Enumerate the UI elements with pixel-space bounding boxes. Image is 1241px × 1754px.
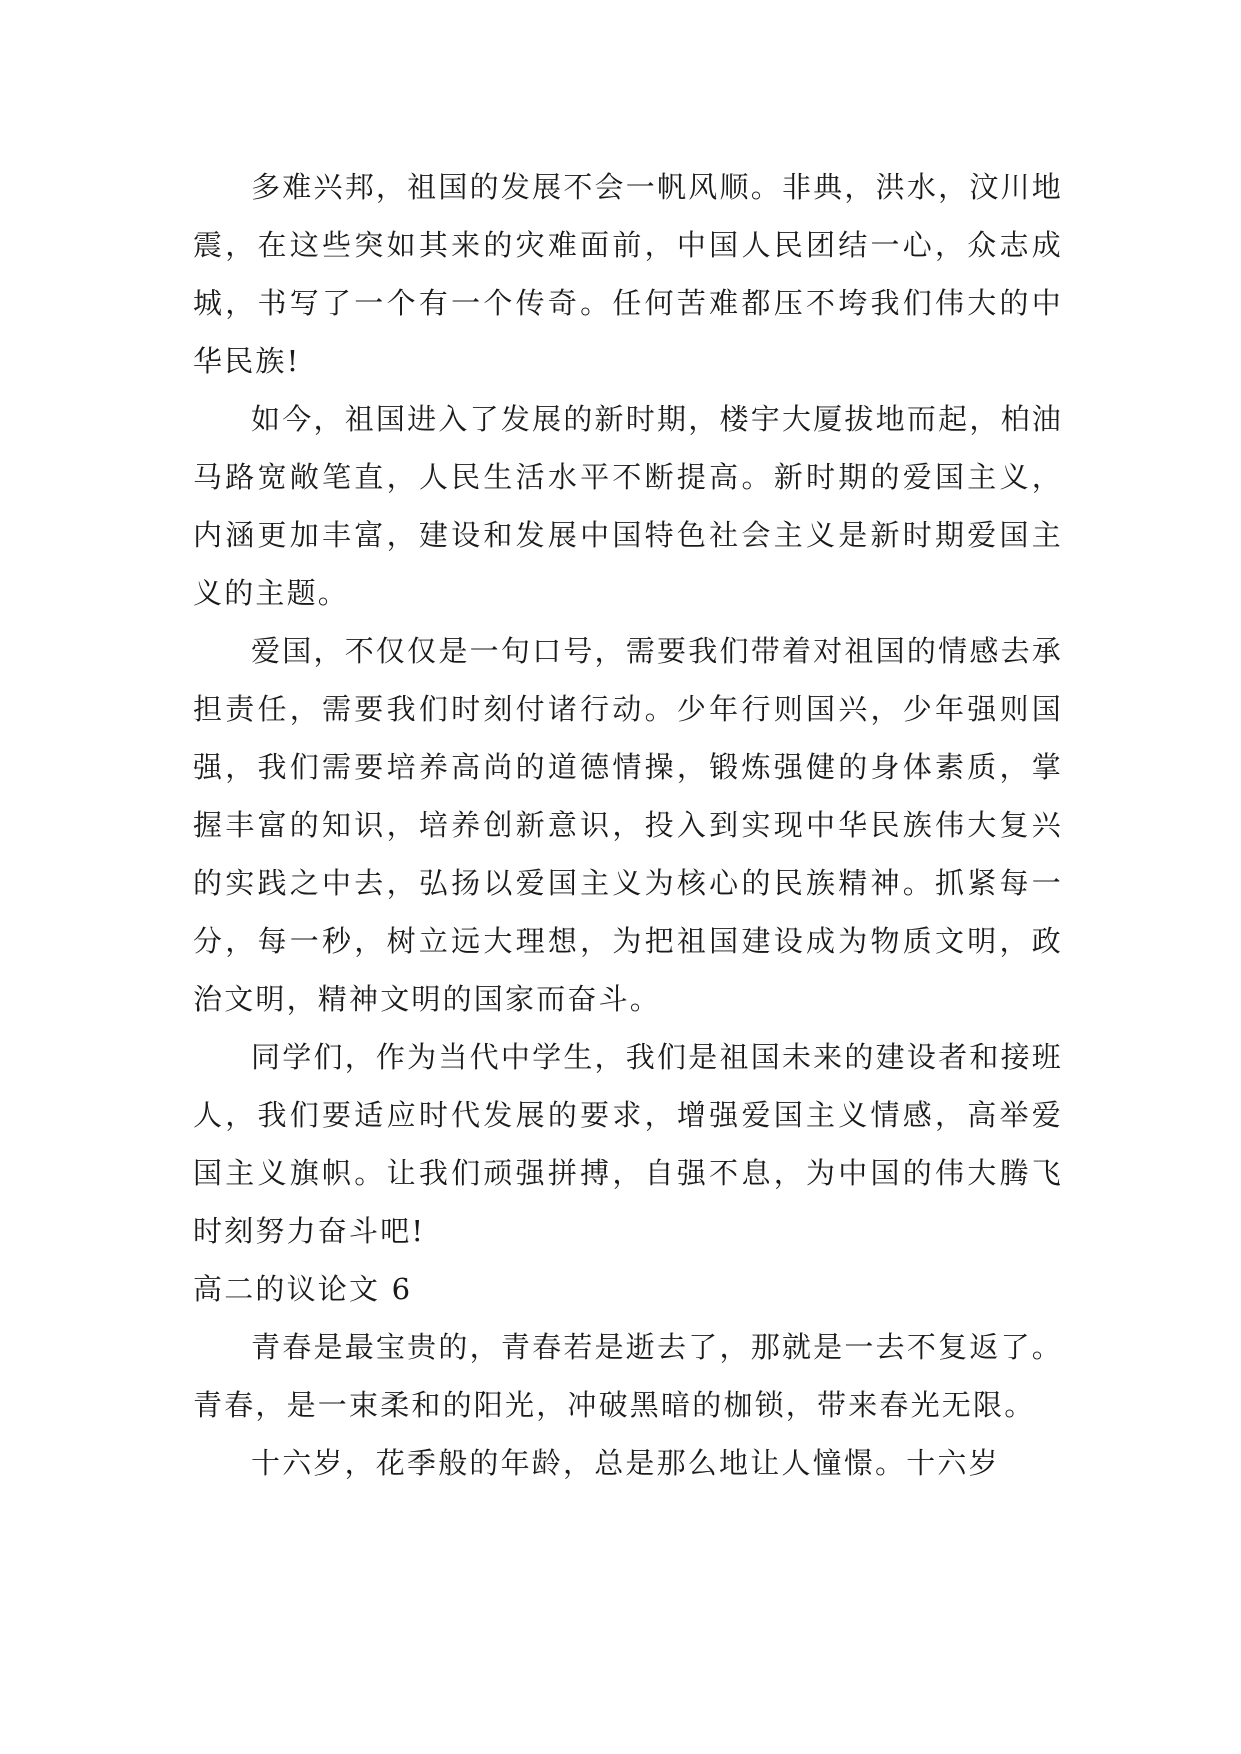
paragraph-new-era: 如今，祖国进入了发展的新时期，楼宇大厦拔地而起，柏油马路宽敞笔直，人民生活水平不断提高。新时期的爱国主义，内涵更加丰富，建设和发展中国特色社会主义是新时期爱国主义的主题。: [193, 402, 1063, 610]
paragraph-patriotism-action: 爱国，不仅仅是一句口号，需要我们带着对祖国的情感去承担责任，需要我们时刻付诸行动。少年行则国兴，少年强则国强，我们需要培养高尚的道德情操，锻炼强健的身体素质，掌握丰富的知识，培养创新意识，投入到实现中华民族伟大复兴的实践之中去，弘扬以爱国主义为核心的民族精神。抓紧每一分，每一秒，树立远大理想，为把祖国建设成为物质文明，政治文明，精神文明的国家而奋斗。: [193, 634, 1063, 1016]
paragraph-calamity: 多难兴邦，祖国的发展不会一帆风顺。非典，洪水，汶川地震，在这些突如其来的灾难面前，中国人民团结一心，众志成城，书写了一个有一个传奇。任何苦难都压不垮我们伟大的中华民族!: [193, 170, 1063, 378]
paragraph-classmates: 同学们，作为当代中学生，我们是祖国未来的建设者和接班人，我们要适应时代发展的要求，增强爱国主义情感，高举爱国主义旗帜。让我们顽强拼搏，自强不息，为中国的伟大腾飞时刻努力奋斗吧!: [193, 1040, 1063, 1248]
paragraph-youth: 青春是最宝贵的，青春若是逝去了，那就是一去不复返了。青春，是一束柔和的阳光，冲破黑暗的枷锁，带来春光无限。: [193, 1330, 1063, 1422]
document-body: [193, 158, 1063, 1492]
paragraph-sixteen: 十六岁，花季般的年龄，总是那么地让人憧憬。十六岁: [251, 1446, 1000, 1480]
section-heading: 高二的议论文 6: [193, 1272, 413, 1306]
